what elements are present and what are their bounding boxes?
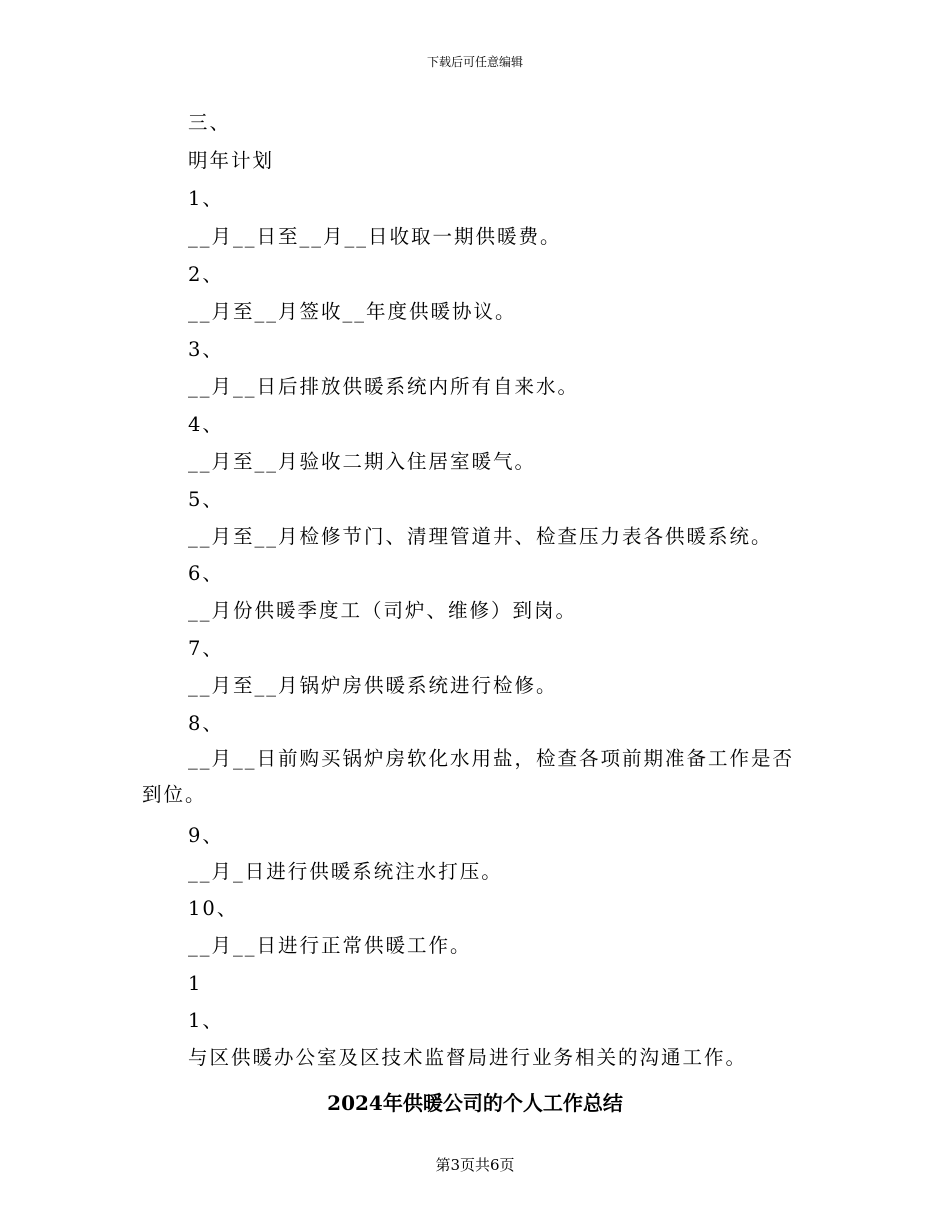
item-text: __月_日进行供暖系统注水打压。 (188, 860, 503, 883)
item-text: __月至__月验收二期入住居室暖气。 (188, 450, 537, 473)
stray-number: 1 (188, 972, 203, 995)
item-text-continuation: 到位。 (142, 783, 207, 806)
item-number: 2、 (188, 263, 224, 286)
item-number: 7、 (188, 637, 224, 660)
next-document-title: 2024年供暖公司的个人工作总结 (327, 1091, 623, 1115)
page-footer: 第3页共6页 (435, 1156, 515, 1174)
item-text: 与区供暖办公室及区技术监督局进行业务相关的沟通工作。 (188, 1046, 748, 1069)
item-number: 1、 (188, 1009, 224, 1032)
item-text: __月__日前购买锅炉房软化水用盐，检查各项前期准备工作是否 (188, 747, 795, 770)
item-number: 10、 (188, 897, 239, 920)
item-number: 9、 (188, 824, 224, 847)
section-title: 明年计划 (188, 149, 275, 172)
item-number: 6、 (188, 562, 224, 585)
item-number: 3、 (188, 338, 224, 361)
item-number: 1、 (188, 187, 224, 210)
item-number: 8、 (188, 712, 224, 735)
item-text: __月__日后排放供暖系统内所有自来水。 (188, 375, 580, 398)
item-text: __月至__月签收__年度供暖协议。 (188, 300, 517, 323)
item-text: __月__日至__月__日收取一期供暖费。 (188, 225, 562, 248)
item-number: 4、 (188, 413, 224, 436)
page-header-note: 下载后可任意编辑 (426, 55, 523, 69)
item-number: 5、 (188, 488, 224, 511)
item-text: __月__日进行正常供暖工作。 (188, 934, 472, 957)
item-text: __月至__月检修节门、清理管道井、检查压力表各供暖系统。 (188, 525, 773, 548)
section-marker: 三、 (188, 111, 232, 134)
item-text: __月份供暖季度工（司炉、维修）到岗。 (188, 599, 578, 622)
item-text: __月至__月锅炉房供暖系统进行检修。 (188, 674, 558, 697)
